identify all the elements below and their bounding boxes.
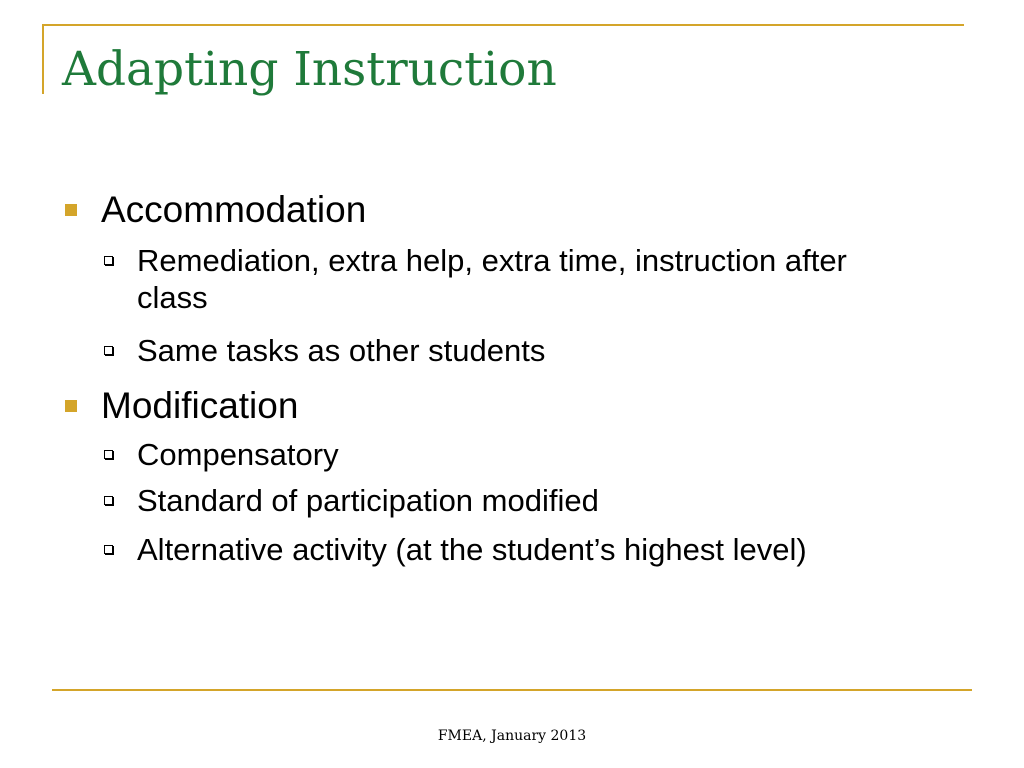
footer-rule [52, 689, 972, 691]
sub-bullet-label: Alternative activity (at the student’s highest level) [137, 532, 807, 567]
bullet-label: Accommodation [101, 188, 367, 230]
sub-bullet-label: Standard of participation modified [137, 483, 599, 518]
bullet-modification [60, 376, 298, 436]
slide-title: Adapting Instruction [62, 42, 557, 97]
checkbox-bullet-icon [104, 346, 113, 355]
sub-bullet-standard-participation [60, 482, 599, 519]
sub-bullet-label: Remediation, extra help, extra time, instruction after class [137, 243, 847, 316]
sub-bullet-label: Compensatory [137, 437, 339, 472]
bullet-accommodation [60, 180, 366, 240]
checkbox-bullet-icon [104, 496, 113, 505]
sub-bullet-remediation [60, 242, 920, 316]
sub-bullet-compensatory [60, 436, 339, 473]
checkbox-bullet-icon [104, 256, 113, 265]
footer-text: FMEA, January 2013 [437, 728, 587, 744]
title-frame-top-rule [42, 24, 964, 26]
title-frame-left-rule [42, 24, 44, 94]
square-bullet-icon [65, 400, 77, 412]
sub-bullet-same-tasks [60, 332, 545, 369]
square-bullet-icon [65, 204, 77, 216]
sub-bullet-label: Same tasks as other students [137, 333, 546, 368]
bullet-label: Modification [101, 384, 299, 426]
checkbox-bullet-icon [104, 450, 113, 459]
sub-bullet-alternative-activity [60, 531, 807, 568]
checkbox-bullet-icon [104, 545, 113, 554]
